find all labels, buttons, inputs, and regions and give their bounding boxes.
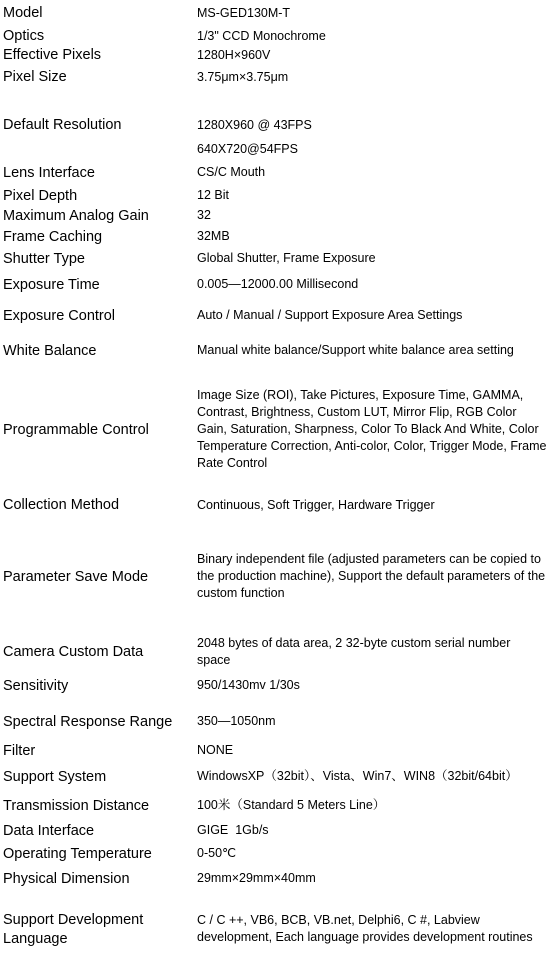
spec-label: Data Interface [3,823,95,839]
spec-label: Operating Temperature [3,846,152,862]
spec-value: NONE [197,743,234,757]
spec-value: C / C ++, VB6, BCB, VB.net, Delphi6, C #, Labview development, Each language provides development routines [197,913,533,944]
spec-label: White Balance [3,343,97,359]
spec-value: MS-GED130M-T [197,6,291,20]
spec-value: Manual white balance/Support white balance area setting [197,343,514,357]
spec-label: Support System [3,769,107,785]
spec-label: Lens Interface [3,165,95,181]
spec-value: Image Size (ROI), Take Pictures, Exposure Time, GAMMA, Contrast, Brightness, Custom LUT, Mirror Flip, RGB Color Gain, Saturation, Sharpness, Color To Black And White, Color Temperature Correction, Anti-color, Color, Trigger Mode, Frame Rate Control [197,388,547,470]
spec-label: Support Development Language [3,912,144,947]
spec-label: Optics [3,28,45,44]
spec-label: Effective Pixels [3,47,102,63]
spec-label: Pixel Size [3,69,67,85]
spec-label: Default Resolution [3,117,122,133]
spec-value: 32 [197,208,211,222]
spec-label: Transmission Distance [3,798,150,814]
spec-value: 2048 bytes of data area, 2 32-byte custom serial number space [197,636,511,667]
spec-value: 12 Bit [197,188,229,202]
spec-label: Exposure Control [3,308,116,324]
spec-label: Frame Caching [3,229,103,245]
spec-value: Continuous, Soft Trigger, Hardware Trigger [197,498,435,512]
spec-value: 29mm×29mm×40mm [197,871,316,885]
spec-label: Model [3,5,43,21]
spec-label: Physical Dimension [3,871,130,887]
spec-value: WindowsXP（32bit）、Vista、Win7、WIN8（32bit/64bit） [197,769,518,783]
spec-value: 32MB [197,229,230,243]
spec-value: CS/C Mouth [197,165,266,179]
spec-value: GIGE 1Gb/s [197,823,269,837]
spec-value: 100米（Standard 5 Meters Line） [197,798,386,812]
spec-label: Exposure Time [3,277,100,293]
spec-label: Programmable Control [3,422,149,438]
spec-value: Global Shutter, Frame Exposure [197,251,376,265]
spec-label: Maximum Analog Gain [3,208,149,224]
spec-value: 3.75μm×3.75μm [197,70,289,84]
spec-value: Binary independent file (adjusted parameters can be copied to the production machine), Support the default parameters of the custom function [197,552,546,600]
spec-label: Filter [3,743,36,759]
spec-label: Camera Custom Data [3,644,144,660]
spec-label: Shutter Type [3,251,85,267]
spec-label: Parameter Save Mode [3,569,149,585]
spec-value: 0-50℃ [197,846,237,860]
spec-label: Spectral Response Range [3,714,173,730]
spec-value: 0.005—12000.00 Millisecond [197,277,359,291]
spec-value-secondary: 640X720@54FPS [197,142,298,156]
spec-label: Collection Method [3,497,120,513]
spec-value: 1280X960 @ 43FPS [197,118,312,132]
spec-value: 1280H×960V [197,48,271,62]
spec-value: 1/3" CCD Monochrome [197,29,326,43]
spec-value: Auto / Manual / Support Exposure Area Settings [197,308,463,322]
spec-value: 950/1430mv 1/30s [197,678,300,692]
spec-label: Pixel Depth [3,188,78,204]
spec-value: 350—1050nm [197,714,276,728]
spec-label: Sensitivity [3,678,69,694]
